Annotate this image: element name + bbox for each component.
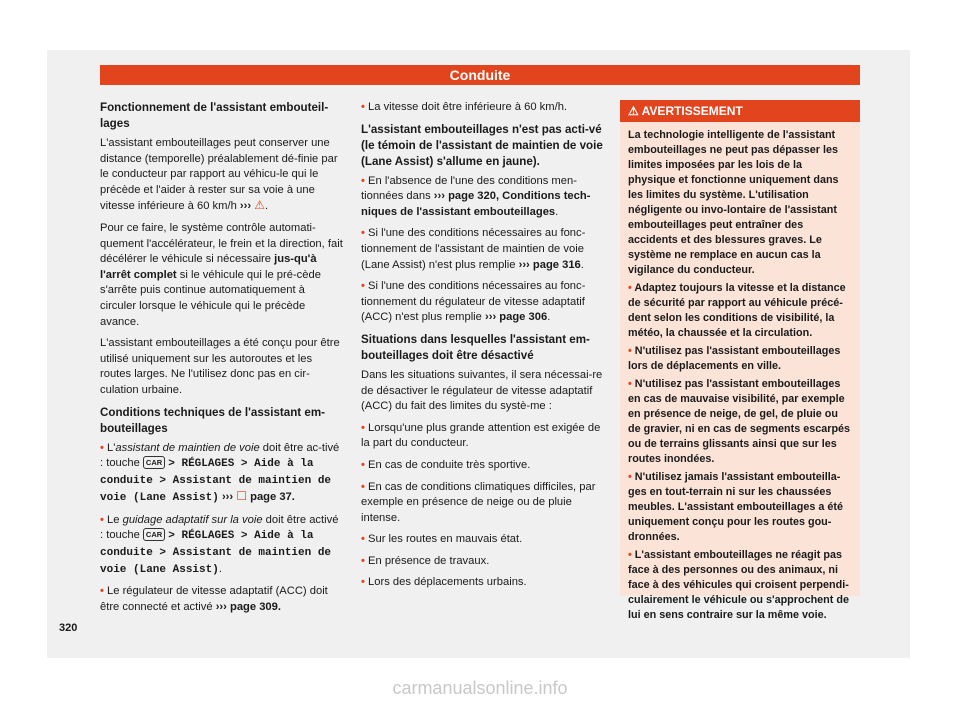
paragraph: L'assistant embouteillages a été conçu pour être utilisé uniquement sur les autoroutes et les routes larges. Ne l'utilisez donc pas en cir-culation urbaine.: [100, 337, 340, 396]
text: Le: [107, 513, 120, 526]
car-key-icon: CAR: [143, 456, 165, 469]
text: En l'absence de l'une des conditions men-tionnées dans: [361, 174, 577, 203]
text: Si l'une des conditions nécessaires au fonc-tionnement du régulateur de vitesse adaptatif (ACC) n'est plus remplie: [361, 280, 586, 324]
page-link[interactable]: page 320, Conditions tech-niques de l'assistant embouteillages: [361, 190, 591, 218]
car-key-icon: CAR: [143, 528, 165, 541]
page-link[interactable]: page 306: [499, 311, 548, 324]
text: si le véhicule qui le pré-cède s'arrête puis continue automatiquement à circuler lorsque le véhicule qui le précède avance.: [100, 268, 321, 328]
bold-text: jus-qu'à l'arrêt complet: [100, 253, 317, 281]
warning-item: [628, 344, 852, 374]
list-item: [361, 575, 604, 591]
text: N'utilisez pas l'assistant embouteillages en cas de mauvaise visibilité, par exemple en présence de neige, de gel, de pluie ou de gravier, ni en cas de segments escarpés ou de terrains glissants ainsi que sur les routes inondées.: [628, 378, 851, 465]
bullet-icon: •: [361, 174, 365, 187]
warning-header: [620, 100, 860, 122]
page-header: Conduite: [100, 65, 860, 85]
bullet-icon: •: [361, 480, 365, 493]
text: L'assistant embouteillages ne réagit pas face à des personnes ou des animaux, ni face à des véhicules qui croisent perpendi-culairement le véhicule ou s'approchent de lui en sens contraire sur la même voie.: [628, 549, 849, 621]
warning-item: [628, 281, 852, 341]
list-item: [361, 421, 604, 452]
text: La vitesse doit être inférieure à 60 km/h.: [368, 101, 568, 113]
arrows: ›››: [518, 258, 530, 271]
warning-item: [628, 548, 852, 623]
warning-triangle-icon: ⚠: [628, 104, 639, 118]
menu-path: > RÉGLAGES > Aide à la conduite > Assistant de maintien de voie (Lane Assist): [100, 530, 332, 576]
section-heading: Fonctionnement de l'assistant embouteil-lages: [100, 101, 329, 130]
bullet-icon: •: [361, 533, 365, 546]
warning-item: [628, 470, 852, 545]
warning-triangle-icon: ⚠: [254, 198, 265, 213]
list-item: • Le guidage adaptatif sur la voie doit être activé : touche CAR > RÉGLAGES > Aide à la conduite > Assistant de maintien de voie (Lane Assist).: [100, 513, 339, 576]
text: Si l'une des conditions nécessaires au fonc-tionnement de l'assistant de maintien de voie (Lane Assist) n'est plus remplie: [361, 227, 586, 271]
arrows: ›››: [485, 311, 497, 324]
italic-text: assistant de maintien de voie: [115, 441, 260, 454]
watermark: carmanualsonline.info: [392, 678, 568, 698]
text: Le régulateur de vitesse adaptatif (ACC) doit être connecté et activé: [100, 585, 328, 613]
page-link[interactable]: page 316: [532, 258, 581, 271]
bullet-icon: •: [100, 441, 104, 454]
column-middle: [361, 100, 604, 597]
column-left: [100, 100, 343, 621]
bullet-icon: •: [361, 227, 365, 240]
bullet-icon: •: [361, 576, 365, 589]
list-item: [100, 441, 343, 507]
bullet-icon: •: [361, 421, 365, 434]
paragraph: L'assistant embouteillages peut conserver une distance (temporelle) préalablement dé-finie par le conducteur par rapport au véhicu-le qui le précède et l'aider à rester sur sa voie à une vitesse inférieure à 60 km/h ››› ⚠.: [100, 137, 338, 213]
italic-text: guidage adaptatif sur la voie: [122, 513, 263, 526]
warning-box: [620, 100, 860, 621]
bullet-icon: •: [628, 549, 632, 561]
text: Adaptez toujours la vitesse et la distance de sécurité par rapport au véhicule précé-dent selon les conditions de visibilité, la météo, la chaussée et la circulation.: [628, 282, 846, 339]
text: N'utilisez pas l'assistant embouteillages lors de déplacements en ville.: [628, 345, 841, 372]
list-item: [361, 532, 604, 548]
section-heading: Situations dans lesquelles l'assistant em-bouteillages doit être désactivé: [361, 332, 590, 362]
text: En cas de conditions climatiques difficiles, par exemple en présence de neige ou de pluie intense.: [361, 480, 596, 524]
text: Pour ce faire, le système contrôle automati-quement l'accélérateur, le frein et la direction, fait décélérer le véhicule si nécessaire: [100, 221, 343, 266]
page-link[interactable]: page 37.: [250, 491, 295, 504]
text: En cas de conduite très sportive.: [368, 458, 531, 471]
list-item: • Si l'une des conditions nécessaires au fonc-tionnement de l'assistant de maintien de voie (Lane Assist) n'est plus remplie ››› page 316.: [361, 227, 586, 271]
text: L'assistant embouteillages peut conserver une distance (temporelle) préalablement dé-finie par le conducteur par rapport au véhicu-le qui le précède et l'aider à rester sur sa voie à une vitesse inférieure à 60 km/h: [100, 137, 338, 213]
bullet-icon: •: [628, 345, 632, 357]
bullet-icon: •: [628, 282, 632, 294]
text: doit être activé : touche: [100, 513, 339, 542]
bullet-icon: •: [100, 513, 104, 526]
bullet-icon: •: [100, 585, 104, 598]
arrows: ›››: [239, 200, 252, 213]
book-reference-icon: ☐: [236, 489, 247, 504]
list-item: [361, 100, 604, 116]
arrows: ›››: [433, 190, 445, 203]
bullet-icon: •: [361, 101, 365, 113]
warning-body: [620, 128, 860, 623]
section-heading: L'assistant embouteillages n'est pas acti-vé (le témoin de l'assistant de maintien de voie (Lane Assist) s'allume en jaune).: [361, 122, 603, 168]
arrows: ›››: [221, 491, 234, 504]
paragraph: [100, 221, 343, 330]
list-item: • Si l'une des conditions nécessaires au fonc-tionnement du régulateur de vitesse adaptatif (ACC) n'est plus remplie ››› page 306.: [361, 280, 586, 324]
page-number: 320: [59, 622, 78, 634]
warning-title: AVERTISSEMENT: [641, 104, 743, 118]
list-item: [361, 480, 604, 527]
arrows: ›››: [215, 600, 227, 613]
text: Lors des déplacements urbains.: [368, 576, 527, 589]
list-item: • En l'absence de l'une des conditions men-tionnées dans ››› page 320, Conditions tech-niques de l'assistant embouteillages.: [361, 174, 591, 218]
list-item: [100, 584, 343, 615]
bullet-icon: •: [628, 471, 632, 483]
text: Lorsqu'une plus grande attention est exigée de la part du conducteur.: [361, 421, 601, 450]
text: Sur les routes en mauvais état.: [368, 533, 523, 546]
text: L': [107, 441, 116, 454]
text: En présence de travaux.: [368, 554, 490, 567]
paragraph: Dans les situations suivantes, il sera nécessai-re de désactiver le régulateur de vitesse adaptatif (ACC) du fait des limites du systè-me :: [361, 368, 603, 413]
section-heading: Conditions techniques de l'assistant em-bouteillages: [100, 405, 326, 435]
warning-item: [628, 377, 852, 467]
list-item: [361, 554, 604, 570]
list-item: [361, 458, 604, 474]
bullet-icon: •: [361, 554, 365, 567]
page-link[interactable]: page 309.: [229, 600, 281, 613]
bullet-icon: •: [628, 378, 632, 390]
bullet-icon: •: [361, 280, 365, 293]
bullet-icon: •: [361, 458, 365, 471]
menu-path: > RÉGLAGES > Aide à la conduite > Assistant de maintien de voie (Lane Assist): [100, 458, 332, 505]
text: N'utilisez jamais l'assistant embouteilla-ges en tout-terrain ni sur les chaussées meubles. L'assistant embouteillages a été uniquement conçu pour les routes gou-dronnées.: [628, 471, 843, 543]
text: doit être ac-tivé : touche: [100, 441, 340, 470]
warning-intro: La technologie intelligente de l'assistant embouteillages ne peut pas dépasser les limites imposées par les lois de la physique et fonctionne uniquement dans les limites du système. L'utilisation négligente ou invo-lontaire de l'assistant embouteillages peut entraîner des accidents et des blessures graves. Le système ne remplace en aucun cas la vigilance du conducteur.: [628, 129, 839, 276]
